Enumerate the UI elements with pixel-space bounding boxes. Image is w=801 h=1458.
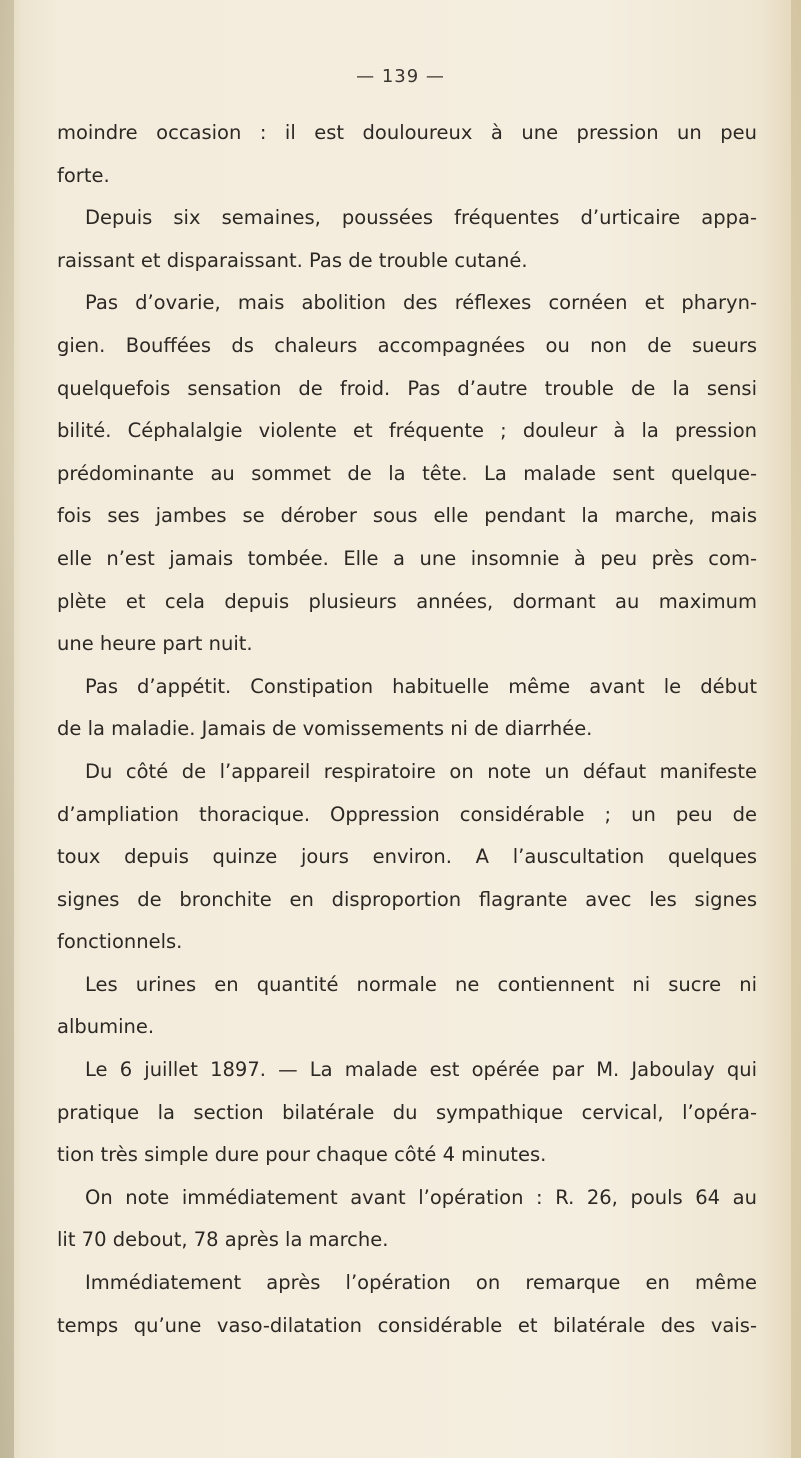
text-line: albumine.	[57, 1015, 155, 1039]
text-line: Le 6 juillet 1897. — La malade est opérée par M. Jaboulay qui	[85, 1058, 757, 1082]
text-line: Du côté de l’appareil respiratoire on note un défaut manifeste	[85, 759, 757, 783]
text-line: Pas d’ovarie, mais abolition des réflexes cornéen et pharyn-	[85, 291, 757, 315]
page-right-edge	[791, 0, 801, 1458]
text-line: Immédiatement après l’opération on remarque en même	[85, 1271, 757, 1295]
text-line: d’ampliation thoracique. Oppression considérable ; un peu de	[57, 802, 757, 826]
text-line: elle n’est jamais tombée. Elle a une insomnie à peu près com-	[57, 546, 757, 570]
text-line: une heure part nuit.	[57, 632, 253, 656]
text-line: fonctionnels.	[57, 930, 183, 954]
text-line: lit 70 debout, 78 après la marche.	[57, 1228, 389, 1252]
page-left-edge	[0, 0, 14, 1458]
text-line: prédominante au sommet de la tête. La malade sent quelque-	[57, 461, 757, 485]
text-line: de la maladie. Jamais de vomissements ni de diarrhée.	[57, 717, 593, 741]
text-line: moindre occasion : il est douloureux à une pression un peu	[57, 121, 757, 144]
text-line: Les urines en quantité normale ne contiennent ni sucre ni	[85, 972, 757, 996]
text-line: quelquefois sensation de froid. Pas d’autre trouble de la sensi	[57, 376, 757, 400]
text-line: gien. Bouffées ds chaleurs accompagnées ou non de sueurs	[57, 333, 757, 357]
text-line: bilité. Céphalalgie violente et fréquente ; douleur à la pression	[57, 419, 757, 443]
text-line: Depuis six semaines, poussées fréquentes d’urticaire appa-	[85, 206, 757, 230]
page-number: — 139 —	[356, 66, 445, 87]
text-line: plète et cela depuis plusieurs années, dormant au maximum	[57, 589, 757, 613]
text-line: raissant et disparaissant. Pas de trouble cutané.	[57, 248, 528, 272]
text-line: fois ses jambes se dérober sous elle pendant la marche, mais	[57, 504, 757, 528]
body-text	[57, 112, 757, 1347]
text-line: On note immédiatement avant l’opération : R. 26, pouls 64 au	[85, 1185, 757, 1209]
text-line: Pas d’appétit. Constipation habituelle même avant le début	[85, 674, 757, 698]
text-line: forte.	[57, 163, 110, 187]
text-line: pratique la section bilatérale du sympathique cervical, l’opéra-	[57, 1100, 757, 1124]
text-line: temps qu’une vaso-dilatation considérable et bilatérale des vais-	[57, 1313, 757, 1337]
text-line: signes de bronchite en disproportion flagrante avec les signes	[57, 887, 757, 911]
text-line: tion très simple dure pour chaque côté 4 minutes.	[57, 1143, 547, 1167]
text-line: toux depuis quinze jours environ. A l’auscultation quelques	[57, 845, 757, 869]
